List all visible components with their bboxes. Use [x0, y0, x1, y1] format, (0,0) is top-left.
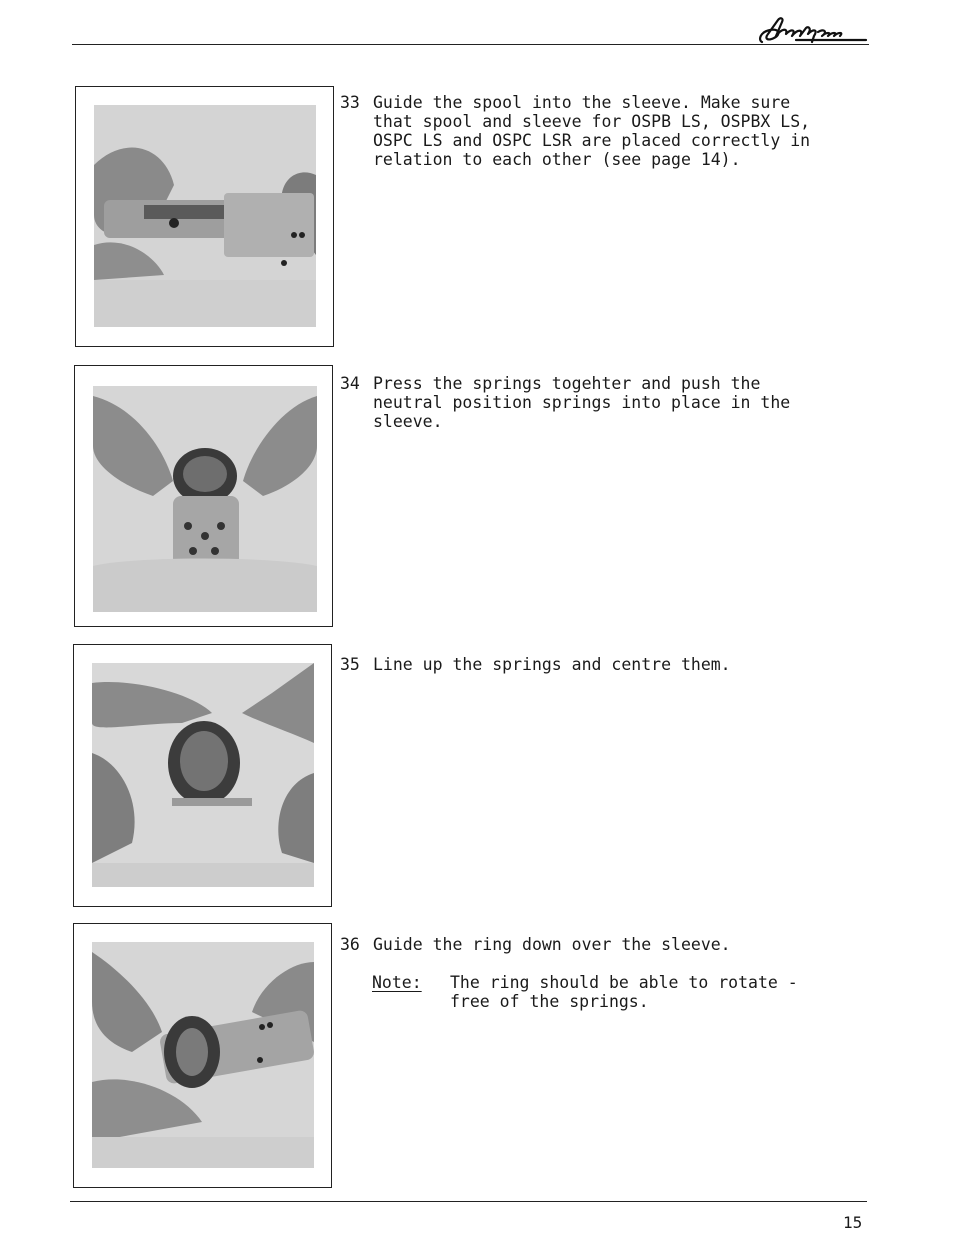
photo-frame-step-34 — [74, 365, 333, 627]
danfoss-logo — [756, 14, 868, 46]
photo-step-36 — [92, 942, 314, 1168]
step-number: 36 — [340, 935, 360, 954]
note-step-36 — [372, 973, 798, 1049]
step-number: 34 — [340, 374, 360, 393]
step-line: Guide the spool into the sleeve. Make sure — [373, 93, 791, 112]
step-line: relation to each other (see page 14). — [373, 150, 741, 169]
page-number: 15 — [843, 1213, 863, 1232]
step-number: 35 — [340, 655, 360, 674]
step-34 — [340, 374, 880, 469]
step-line: Line up the springs and centre them. — [373, 655, 731, 674]
photo-frame-step-35 — [73, 644, 332, 907]
step-line: sleeve. — [373, 412, 443, 431]
step-number: 33 — [340, 93, 360, 112]
photo-step-33 — [94, 105, 316, 327]
note-label: Note: — [372, 973, 422, 992]
footer-rule — [70, 1201, 867, 1202]
step-line: neutral position springs into place in the — [373, 393, 791, 412]
photo-step-34 — [93, 386, 317, 612]
photo-frame-step-33 — [75, 86, 334, 347]
note-line: The ring should be able to rotate - — [450, 973, 798, 992]
step-33 — [340, 93, 880, 207]
photo-frame-step-36 — [73, 923, 332, 1188]
step-line: Press the springs togehter and push the — [373, 374, 761, 393]
step-35 — [340, 655, 880, 712]
header-rule — [72, 44, 869, 45]
photo-step-35 — [92, 663, 314, 887]
step-line: Guide the ring down over the sleeve. — [373, 935, 731, 954]
step-line: OSPC LS and OSPC LSR are placed correctly in — [373, 131, 811, 150]
step-line: that spool and sleeve for OSPB LS, OSPBX LS, — [373, 112, 811, 131]
note-line: free of the springs. — [450, 992, 649, 1011]
